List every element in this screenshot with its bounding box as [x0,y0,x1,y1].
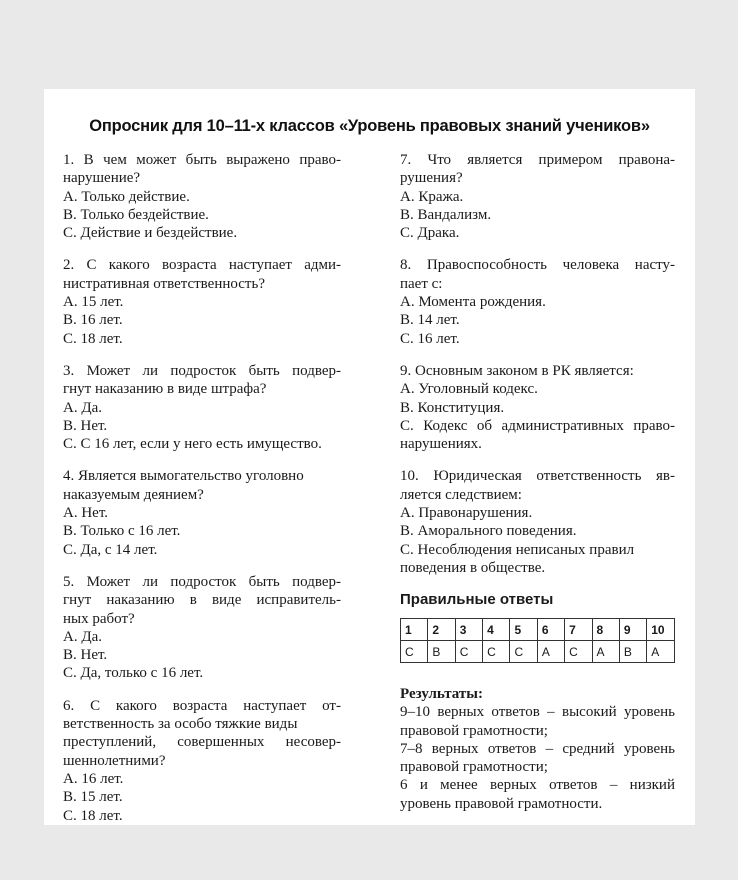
answers-numbers-row [401,619,675,641]
question-text: 4. Является вымогательство уголовно [63,468,304,485]
question-line: C. С 16 лет, если у него есть имущество. [63,436,322,453]
question-block [63,697,341,825]
question-text: 10. Юридическая ответственность яв- [400,468,675,485]
answer-letter-cell: C [565,641,592,663]
question-line: A. Да. [63,399,102,416]
results-line: 7–8 верных ответов – средний уровень [400,740,675,757]
question-block [400,256,675,347]
answer-number-cell: 2 [428,619,455,641]
question-block [400,151,675,242]
question-line: B. 16 лет. [63,312,123,329]
question-block [63,256,341,347]
question-line: C. Несоблюдения неписаных правил [400,541,635,558]
question-line: A. Да. [63,628,102,645]
answer-number-cell: 4 [483,619,510,641]
question-line: C. 18 лет. [63,330,123,347]
question-text: 6. С какого возраста наступает от- [63,697,341,714]
answer-number-cell: 8 [592,619,619,641]
question-line: A. Уголовный кодекс. [400,381,538,398]
answers-letters-row [401,641,675,663]
question-line: A. 15 лет. [63,294,124,311]
question-block [63,151,341,242]
question-line: C. Да, с 14 лет. [63,541,158,558]
results-line: правовой грамотности; [400,759,548,776]
question-block [400,362,675,453]
results-line: уровень правовой грамотности. [400,795,603,812]
question-line: нистративная ответственность? [63,275,265,292]
question-line: B. 15 лет. [63,789,123,806]
question-block [63,573,341,683]
question-line: ляется следствием: [400,486,522,503]
answer-letter-cell: B [619,641,646,663]
question-line: пает с: [400,275,443,292]
question-line: B. 14 лет. [400,312,460,329]
question-line: гнут наказанию в виде исправитель- [63,592,341,609]
question-line: A. Нет. [63,505,108,522]
question-text: 8. Правоспособность человека насту- [400,257,675,274]
question-line: C. Драка. [400,225,460,242]
question-line: B. Конституция. [400,399,505,416]
question-line: рушения? [400,170,463,187]
answer-letter-cell: C [510,641,537,663]
question-line: C. Да, только с 16 лет. [63,665,204,682]
question-line: A. Только действие. [63,188,190,205]
answer-letter-cell: A [537,641,564,663]
results-line: правовой грамотности; [400,722,548,739]
answers-title: Правильные ответы [400,591,554,609]
answer-number-cell: 9 [619,619,646,641]
question-line: A. 16 лет. [63,770,124,787]
answers-table [400,618,675,663]
question-text: 9. Основным законом в РК является: [400,362,634,379]
answer-number-cell: 5 [510,619,537,641]
results-line: 6 и менее верных ответов – низкий [400,777,675,794]
question-line: C. Действие и бездействие. [63,225,238,242]
answer-number-cell: 10 [647,619,675,641]
question-line: ветственность за особо тяжкие виды [63,716,298,733]
answer-letter-cell: C [401,641,428,663]
answer-letter-cell: C [455,641,482,663]
answer-letter-cell: B [428,641,455,663]
answer-number-cell: 3 [455,619,482,641]
question-block [63,362,341,453]
question-line: B. Нет. [63,417,108,434]
page-title: Опросник для 10–11-х классов «Уровень правовых знаний учеников» [89,117,650,135]
question-text: 1. В чем может быть выражено право- [63,152,341,168]
answer-number-cell: 1 [401,619,428,641]
question-line: C. 18 лет. [63,807,123,824]
question-line: B. Только бездействие. [63,206,209,223]
question-text: 5. Может ли подросток быть подвер- [63,573,341,590]
question-block [400,467,675,577]
question-line: B. Только с 16 лет. [63,523,181,540]
question-line: нарушение? [63,170,141,187]
question-line: C. Кодекс об административных право- [400,417,675,434]
results-text [400,703,675,813]
answer-letter-cell: A [647,641,675,663]
question-line: A. Кража. [400,188,464,205]
results-title: Результаты: [400,686,483,703]
question-line: B. Аморального поведения. [400,523,577,540]
question-line: ных работ? [63,610,135,627]
answer-number-cell: 6 [537,619,564,641]
question-line: C. 16 лет. [400,330,460,347]
right-column [400,151,675,813]
left-column [63,151,341,839]
question-line: наказуемым деянием? [63,486,204,503]
question-text: 2. С какого возраста наступает адми- [63,257,341,274]
question-line: нарушениях. [400,436,482,453]
question-line: поведения в обществе. [400,559,546,576]
answer-letter-cell: C [483,641,510,663]
question-line: шеннолетними? [63,752,166,769]
question-line: преступлений, совершенных несовер- [63,734,341,751]
results-line: 9–10 верных ответов – высокий уровень [400,704,675,721]
answer-number-cell: 7 [565,619,592,641]
question-line: гнут наказанию в виде штрафа? [63,381,267,398]
question-line: A. Момента рождения. [400,294,546,311]
question-block [63,467,341,558]
answer-letter-cell: A [592,641,619,663]
question-line: B. Вандализм. [400,206,492,223]
question-line: A. Правонарушения. [400,505,533,522]
questionnaire-sheet [44,89,695,825]
question-line: B. Нет. [63,647,108,664]
question-text: 7. Что является примером правона- [400,152,675,168]
question-text: 3. Может ли подросток быть подвер- [63,362,341,379]
